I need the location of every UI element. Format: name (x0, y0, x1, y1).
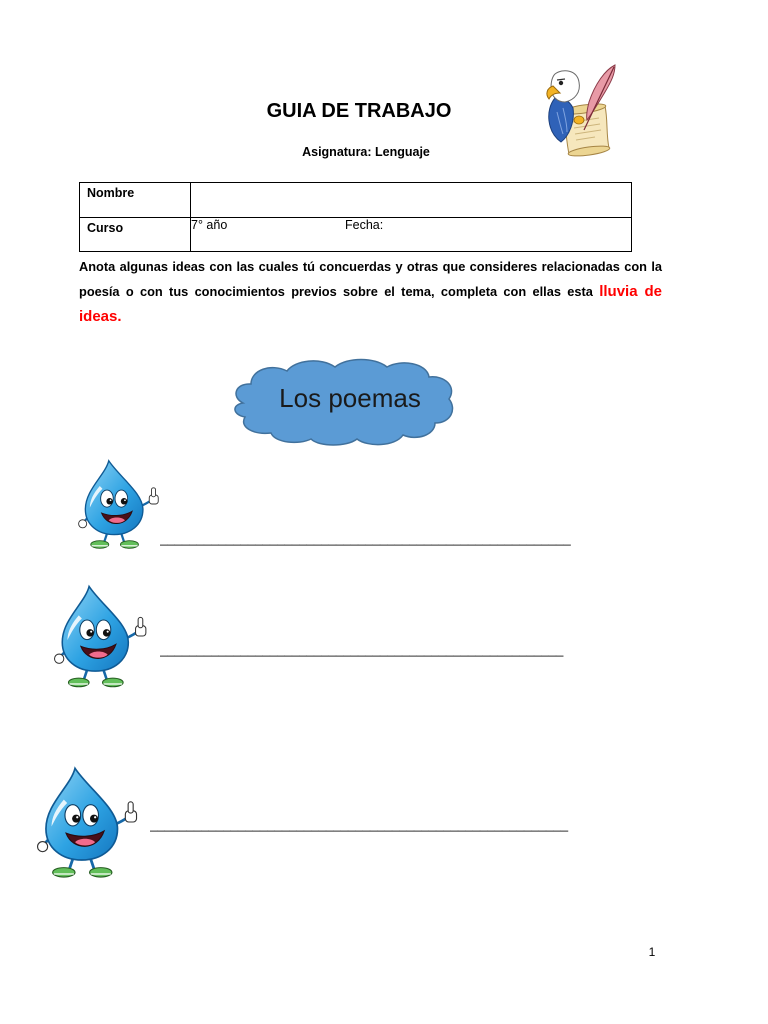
name-field (191, 183, 631, 217)
page-number: 1 (648, 945, 656, 959)
water-drop-icon (78, 459, 162, 549)
course-value: 7° año (191, 218, 228, 232)
course-label: Curso (87, 221, 124, 235)
name-label: Nombre (87, 186, 135, 200)
page-title: GUIA DE TRABAJO (266, 100, 452, 122)
subject-label: Asignatura: Lenguaje (302, 145, 430, 159)
date-label: Fecha: (345, 218, 384, 232)
instructions-text: Anota algunas ideas con las cuales tú concuerdas y otras que consideres relacionadas con la poesía o con tus conocimientos previos sobre el tema, completa con ellas esta (79, 259, 662, 299)
brainstorm-cloud (229, 357, 457, 446)
student-info-table (79, 182, 632, 252)
answer-line: _________________________________________________________ (150, 817, 569, 832)
cloud-label: Los poemas (279, 383, 421, 413)
water-drop-icon (54, 584, 150, 688)
answer-line: ________________________________________________________ (160, 531, 571, 546)
water-drop-icon (37, 766, 141, 878)
instructions-paragraph (79, 254, 662, 329)
highlight-text: lluvia de ideas. (79, 283, 662, 325)
answer-line: _______________________________________________________ (160, 642, 564, 657)
eagle-quill-icon (543, 62, 619, 158)
